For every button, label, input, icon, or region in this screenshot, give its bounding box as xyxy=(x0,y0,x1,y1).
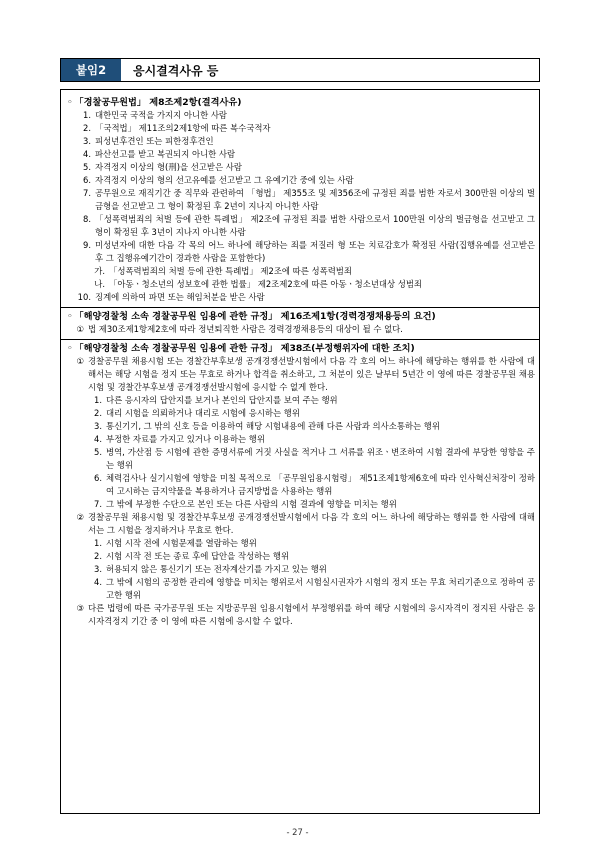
list-item xyxy=(67,239,535,265)
list-item-number: 7. xyxy=(94,499,102,509)
bullet-marker: ◦ xyxy=(67,343,73,354)
attachment-badge: 붙임2 xyxy=(61,59,121,81)
list-item-number: ① xyxy=(76,356,84,366)
list-item-text: 시험 시작 전에 시험문제를 열람하는 행위 xyxy=(106,538,257,548)
list-item-text: 체력검사나 실기시험에 영향을 미칠 목적으로 「공무원임용시험령」 제51조제1항제6호에 따라 인사혁신처장이 정하여 고시하는 금지약물을 복용하거나 금지방법을 사용하는 행위 xyxy=(106,473,535,496)
page-header xyxy=(60,58,540,82)
list-item-text: 병역, 가산점 등 시험에 관한 증명서류에 거짓 사실을 적거나 그 서류를 위조ㆍ변조하여 시험 결과에 부당한 영향을 주는 행위 xyxy=(106,447,535,470)
list-item xyxy=(67,602,535,628)
list-item xyxy=(67,511,535,537)
list-item xyxy=(67,161,535,174)
list-item-text: 공무원으로 재직기간 중 직무와 관련하여 「형법」 제355조 및 제356조에 규정된 죄를 범한 자로서 300만원 이상의 벌금형을 선고받고 그 형이 확정된 후 2년이 지나지 아니한 사람 xyxy=(95,188,535,211)
list-item-text: 미성년자에 대한 다음 각 목의 어느 하나에 해당하는 죄를 저질러 형 또는 치료감호가 확정된 사람(집행유예를 선고받은 후 그 집행유예기간이 경과한 사람을 포함한다) xyxy=(95,240,535,263)
list-item-number: 10. xyxy=(77,292,91,302)
list-item-text: 자격정지 이상의 형의 선고유예를 선고받고 그 유예기간 중에 있는 사람 xyxy=(95,175,354,185)
list-item-text: 「아동ㆍ청소년의 성보호에 관한 법률」 제2조제2호에 따른 아동ㆍ청소년대상 성범죄 xyxy=(109,279,423,289)
list-item xyxy=(67,433,535,446)
list-item-text: 그 밖에 부정한 수단으로 본인 또는 다른 사람의 시험 결과에 영향을 미치는 행위 xyxy=(106,499,397,509)
list-item xyxy=(67,498,535,511)
list-item-text: 법 제30조제1항제2호에 따라 정년퇴직한 사람은 경력경쟁채용등의 대상이 될 수 없다. xyxy=(88,324,403,334)
list-item-number: 3. xyxy=(94,564,102,574)
list-item xyxy=(67,109,535,122)
section-heading xyxy=(67,96,535,109)
list-item xyxy=(67,122,535,135)
list-item-number: 1. xyxy=(94,538,102,548)
list-item xyxy=(67,174,535,187)
list-item xyxy=(67,323,535,336)
list-item xyxy=(67,355,535,394)
list-item-text: 그 밖에 시험의 공정한 관리에 영향을 미치는 행위로서 시험실시권자가 시험의 정지 또는 무효 처리기준으로 정하여 공고한 행위 xyxy=(106,577,535,600)
list-item xyxy=(67,394,535,407)
list-item-text: 피성년후견인 또는 피한정후견인 xyxy=(95,136,214,146)
list-item-text: 허용되지 않은 통신기기 또는 전자계산기를 가지고 있는 행위 xyxy=(106,564,327,574)
list-item xyxy=(67,187,535,213)
list-item-text: 「성폭력범죄의 처벌 등에 관한 특례법」 제2조에 따른 성폭력범죄 xyxy=(109,266,352,276)
list-item-text: 대리 시험을 의뢰하거나 대리로 시험에 응시하는 행위 xyxy=(106,408,300,418)
page-title: 응시결격사유 등 xyxy=(133,63,219,78)
bullet-marker: ◦ xyxy=(67,311,73,322)
list-item-text: 다른 법령에 따른 국가공무원 또는 지방공무원 임용시험에서 부정행위를 하여 해당 시험에의 응시자격이 정지된 사람은 응시자격정지 기간 중 이 영에 따른 시험에 응시할 수 없다. xyxy=(88,603,535,626)
list-item-text: 부정한 자료를 가지고 있거나 이용하는 행위 xyxy=(106,434,265,444)
list-item xyxy=(67,213,535,239)
section-divider xyxy=(61,339,539,340)
content-body xyxy=(61,90,539,628)
list-item-number: ③ xyxy=(76,603,84,613)
section-heading xyxy=(67,310,535,323)
list-item xyxy=(67,563,535,576)
list-item-number: 8. xyxy=(83,214,91,224)
section-heading-text: 「해양경찰청 소속 경찰공무원 임용에 관한 규정」 제38조(부정행위자에 대한 조치) xyxy=(74,343,415,354)
content-box xyxy=(60,89,540,814)
list-item-number: 4. xyxy=(94,434,102,444)
list-item-number: 5. xyxy=(94,447,102,457)
list-item-text: 「성폭력범죄의 처벌 등에 관한 특례법」 제2조에 규정된 죄를 범한 사람으로서 100만원 이상의 벌금형을 선고받고 그 형이 확정된 후 3년이 지나지 아니한 사람 xyxy=(95,214,535,237)
list-item-number: 3. xyxy=(94,421,102,431)
list-item-number: ① xyxy=(76,324,84,334)
list-item-text: 시험 시작 전 또는 종료 후에 답안을 작성하는 행위 xyxy=(106,551,290,561)
list-item xyxy=(67,265,535,278)
list-item xyxy=(67,537,535,550)
list-item xyxy=(67,278,535,291)
list-item-number: 1. xyxy=(94,395,102,405)
list-item-number: 1. xyxy=(83,110,91,120)
section-divider xyxy=(61,307,539,308)
list-item-text: 대한민국 국적을 가지지 아니한 사람 xyxy=(95,110,228,120)
list-item-number: 7. xyxy=(83,188,91,198)
list-item-number: 3. xyxy=(83,136,91,146)
list-item-number: 6. xyxy=(94,473,102,483)
list-item-text: 경찰공무원 채용시험 또는 경찰간부후보생 공개경쟁선발시험에서 다음 각 호의 어느 하나에 해당하는 행위를 한 사람에 대해서는 해당 시험을 정지 또는 무효로 하거나 합격을 취소하고, 그 처분이 있은 날부터 5년간 이 영에 따른 경찰공무원 채용시험 및 경찰간부후보생 공개경쟁선발시험에 응시할 수 없게 한다. xyxy=(88,356,535,392)
list-item xyxy=(67,148,535,161)
section-heading xyxy=(67,342,535,355)
list-item-text: 자격정지 이상의 형(刑)을 선고받은 사람 xyxy=(95,162,242,172)
list-item xyxy=(67,472,535,498)
list-item-number: 5. xyxy=(83,162,91,172)
list-item-text: 징계에 의하여 파면 또는 해임처분을 받은 사람 xyxy=(95,292,265,302)
list-item xyxy=(67,446,535,472)
list-item xyxy=(67,407,535,420)
bullet-marker: ◦ xyxy=(67,97,73,108)
list-item-number: 가. xyxy=(94,266,105,276)
list-item-number: 4. xyxy=(83,149,91,159)
list-item-text: 경찰공무원 채용시험 및 경찰간부후보생 공개경쟁선발시험에서 다음 각 호의 어느 하나에 해당하는 행위를 한 사람에 대해서는 그 시험을 정지하거나 무효로 한다. xyxy=(88,512,535,535)
list-item-number: 6. xyxy=(83,175,91,185)
page-number: - 27 - xyxy=(286,827,309,837)
section-heading-text: 「해양경찰청 소속 경찰공무원 임용에 관한 규정」 제16조제1항(경력경쟁채용등의 요건) xyxy=(74,311,436,322)
list-item-number: 2. xyxy=(83,123,91,133)
list-item xyxy=(67,550,535,563)
list-item xyxy=(67,420,535,433)
list-item-text: 통신기기, 그 밖의 신호 등을 이용하여 해당 시험내용에 관해 다른 사람과 의사소통하는 행위 xyxy=(106,421,440,431)
list-item-number: 2. xyxy=(94,408,102,418)
list-item-number: ② xyxy=(76,512,84,522)
list-item-number: 4. xyxy=(94,577,102,587)
list-item xyxy=(67,135,535,148)
list-item-text: 다른 응시자의 답안지를 보거나 본인의 답안지를 보여 주는 행위 xyxy=(106,395,338,405)
list-item xyxy=(67,291,535,304)
list-item-number: 2. xyxy=(94,551,102,561)
list-item-number: 9. xyxy=(83,240,91,250)
list-item-number: 나. xyxy=(94,279,105,289)
list-item-text: 「국적법」 제11조의2제1항에 따른 복수국적자 xyxy=(95,123,271,133)
section-heading-text: 「경찰공무원법」 제8조제2항(결격사유) xyxy=(74,97,242,108)
list-item xyxy=(67,576,535,602)
list-item-text: 파산선고를 받고 복권되지 아니한 사람 xyxy=(95,149,236,159)
